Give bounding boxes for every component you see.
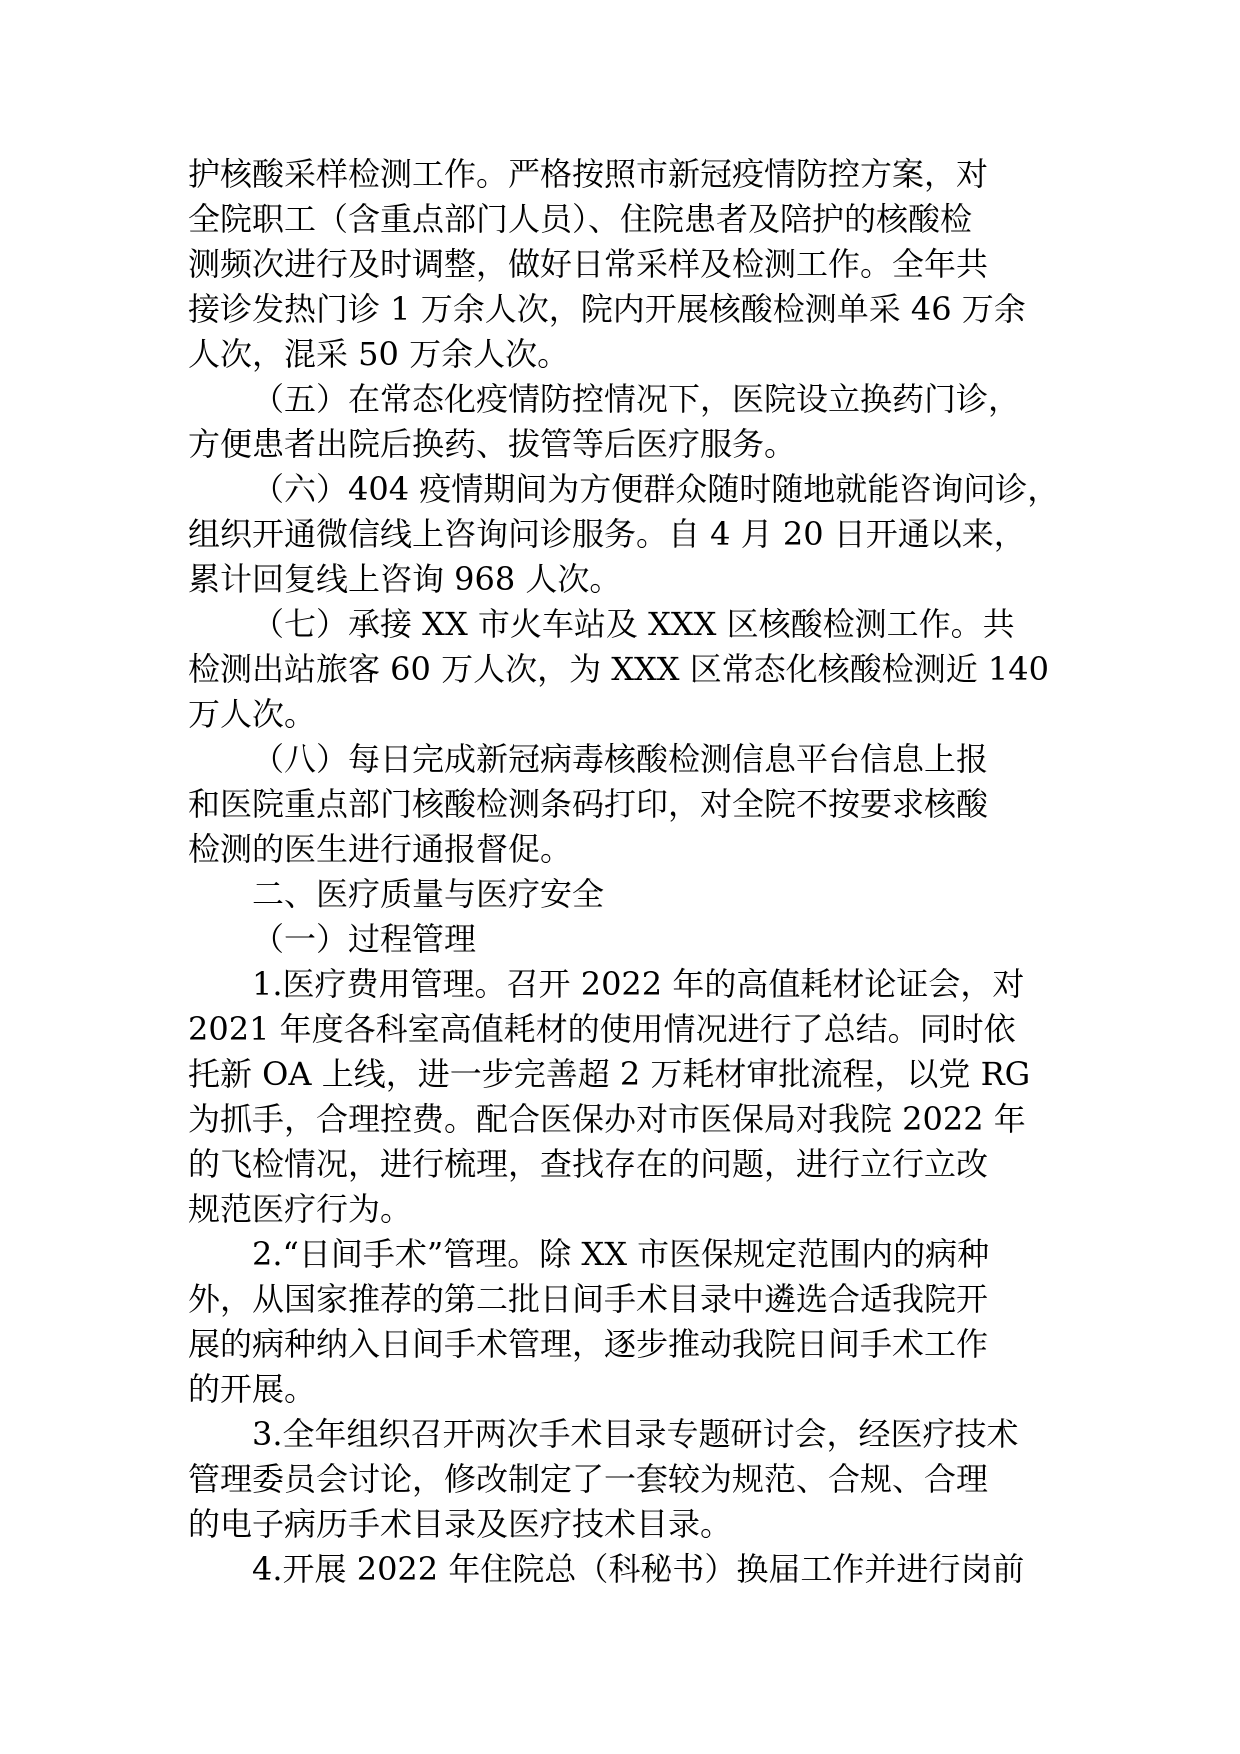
text-line: （六）404 疫情期间为方便群众随时随地就能咨询问诊， — [252, 470, 1060, 508]
text-line: 4.开展 2022 年住院总（科秘书）换届工作并进行岗前 — [252, 1550, 1025, 1588]
text-line: 万人次。 — [188, 695, 317, 733]
paragraph-item-7 — [188, 602, 1088, 737]
text-line: 和医院重点部门核酸检测条码打印，对全院不按要求核酸 — [188, 785, 989, 823]
paragraph-item-2-day-surgery — [188, 1232, 1088, 1412]
text-line: 接诊发热门诊 1 万余人次，院内开展核酸检测单采 46 万余 — [188, 290, 1026, 328]
text-line: 二、医疗质量与医疗安全 — [252, 875, 605, 913]
text-line: 测频次进行及时调整，做好日常采样及检测工作。全年共 — [188, 245, 989, 283]
document-page — [188, 152, 1088, 1592]
text-line: 累计回复线上咨询 968 人次。 — [188, 560, 622, 598]
text-line: 1.医疗费用管理。召开 2022 年的高值耗材论证会，对 — [252, 965, 1025, 1003]
text-line: 全院职工（含重点部门人员）、住院患者及陪护的核酸检 — [188, 200, 973, 238]
paragraph-item-6 — [188, 467, 1088, 602]
text-line: 组织开通微信线上咨询问诊服务。自 4 月 20 日开通以来， — [188, 515, 1026, 553]
text-line: 检测的医生进行通报督促。 — [188, 830, 573, 868]
text-line: （五）在常态化疫情防控情况下，医院设立换药门诊， — [252, 380, 1021, 418]
text-line: 检测出站旅客 60 万人次，为 XXX 区常态化核酸检测近 140 — [188, 650, 1050, 688]
paragraph-item-8 — [188, 737, 1088, 872]
text-line: 人次，混采 50 万余人次。 — [188, 335, 570, 373]
paragraph-item-1-cost-management — [188, 962, 1088, 1232]
text-line: 展的病种纳入日间手术管理，逐步推动我院日间手术工作 — [188, 1325, 989, 1363]
section-heading-quality-safety — [188, 872, 1088, 917]
text-line: 2.“日间手术”管理。除 XX 市医保规定范围内的病种 — [252, 1235, 990, 1273]
text-line: （一）过程管理 — [252, 920, 477, 958]
text-line: 3.全年组织召开两次手术目录专题研讨会，经医疗技术 — [252, 1415, 1019, 1453]
text-line: 管理委员会讨论，修改制定了一套较为规范、合规、合理 — [188, 1460, 989, 1498]
text-line: 2021 年度各科室高值耗材的使用情况进行了总结。同时依 — [188, 1010, 1016, 1048]
text-line: 的电子病历手术目录及医疗技术目录。 — [188, 1505, 733, 1543]
text-line: 规范医疗行为。 — [188, 1190, 413, 1228]
text-line: 方便患者出院后换药、拔管等后医疗服务。 — [188, 425, 797, 463]
paragraph-item-3-surgery-catalog — [188, 1412, 1088, 1547]
paragraph-covid-testing — [188, 152, 1088, 377]
text-line: 外，从国家推荐的第二批日间手术目录中遴选合适我院开 — [188, 1280, 989, 1318]
text-line: （八）每日完成新冠病毒核酸检测信息平台信息上报 — [252, 740, 989, 778]
text-line: 护核酸采样检测工作。严格按照市新冠疫情防控方案，对 — [188, 155, 989, 193]
text-line: 的飞检情况，进行梳理，查找存在的问题，进行立行立改 — [188, 1145, 989, 1183]
paragraph-item-5 — [188, 377, 1088, 467]
subsection-heading-process-management — [188, 917, 1088, 962]
text-line: 的开展。 — [188, 1370, 317, 1408]
paragraph-item-4-resident-chief — [188, 1547, 1088, 1592]
text-line: （七）承接 XX 市火车站及 XXX 区核酸检测工作。共 — [252, 605, 1015, 643]
text-line: 托新 OA 上线，进一步完善超 2 万耗材审批流程，以党 RG — [188, 1055, 1031, 1093]
text-line: 为抓手，合理控费。配合医保办对市医保局对我院 2022 年 — [188, 1100, 1026, 1138]
